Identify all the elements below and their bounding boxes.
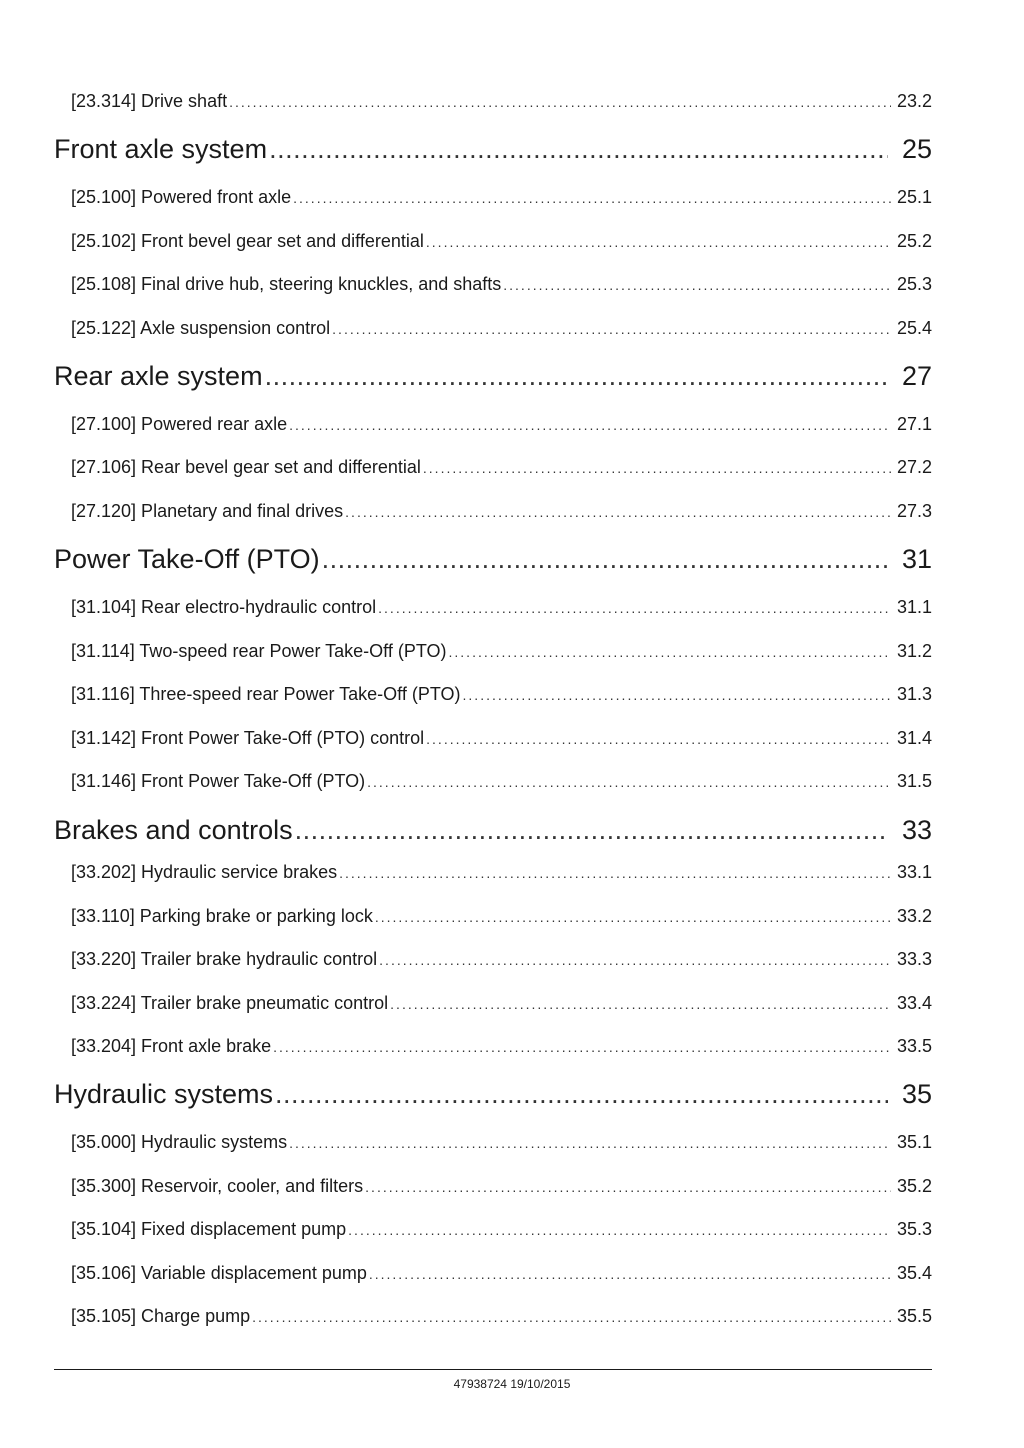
dot-leader [390,992,891,1015]
toc-entry-23-314[interactable] [71,89,932,113]
toc-section-page: 35 [901,1079,932,1109]
toc-entry-title: [25.100] Powered front axle [71,187,292,207]
toc-section-title: Front axle system [54,134,268,164]
toc-section-front-axle-system[interactable] [54,132,932,166]
toc-entry-title: [27.106] Rear bevel gear set and differential [71,457,421,477]
dot-leader [269,132,888,166]
dot-leader [345,500,891,523]
toc-section-title: Power Take-Off (PTO) [54,544,320,574]
toc-entry-31-146[interactable] [71,769,932,793]
toc-entry-25-102[interactable] [71,229,932,253]
dot-leader [365,1175,891,1198]
toc-entry-page: 25.4 [896,318,932,338]
toc-entry-27-120[interactable] [71,499,932,523]
toc-entry-title: [31.142] Front Power Take-Off (PTO) control [71,728,425,748]
footer-document-id-date: 47938724 19/10/2015 [453,1377,571,1391]
toc-entry-page: 35.2 [896,1176,932,1196]
dot-leader [378,596,891,619]
toc-entry-page: 27.3 [896,501,932,521]
toc-entry-35-106[interactable] [71,1261,932,1285]
toc-entry-title: [23.314] Drive shaft [71,91,228,111]
toc-entry-title: [31.116] Three-speed rear Power Take-Off (PTO) [71,684,461,704]
toc-entry-25-108[interactable] [71,272,932,296]
dot-leader [252,1305,891,1328]
toc-entry-title: [27.100] Powered rear axle [71,414,288,434]
toc-entry-page: 35.5 [896,1306,932,1326]
toc-entry-27-106[interactable] [71,455,932,479]
toc-entry-title: [35.105] Charge pump [71,1306,251,1326]
toc-entry-31-116[interactable] [71,682,932,706]
toc-section-hydraulic-systems[interactable] [54,1077,932,1111]
toc-entry-page: 31.2 [896,641,932,661]
toc-section-title: Hydraulic systems [54,1079,274,1109]
toc-entry-page: 31.1 [896,597,932,617]
dot-leader [332,317,891,340]
toc-entry-page: 31.5 [896,771,932,791]
toc-entry-title: [33.110] Parking brake or parking lock [71,906,373,926]
dot-leader [348,1218,891,1241]
toc-entry-page: 31.4 [896,728,932,748]
toc-entry-title: [31.104] Rear electro-hydraulic control [71,597,377,617]
toc-entry-35-104[interactable] [71,1217,932,1241]
toc-entry-title: [27.120] Planetary and final drives [71,501,344,521]
toc-entry-page: 33.4 [896,993,932,1013]
toc-entry-title: [33.224] Trailer brake pneumatic control [71,993,389,1013]
dot-leader [426,230,891,253]
dot-leader [295,813,888,847]
toc-entry-page: 33.2 [896,906,932,926]
toc-entry-page: 25.2 [896,231,932,251]
toc-entry-27-100[interactable] [71,412,932,436]
dot-leader [293,186,891,209]
toc-section-rear-axle-system[interactable] [54,359,932,393]
toc-section-title: Rear axle system [54,361,263,391]
toc-entry-title: [33.204] Front axle brake [71,1036,272,1056]
toc-entry-title: [31.146] Front Power Take-Off (PTO) [71,771,366,791]
toc-entry-33-110[interactable] [71,904,932,928]
dot-leader [503,273,891,296]
dot-leader [367,770,891,793]
toc-section-page: 25 [901,134,932,164]
toc-entry-31-142[interactable] [71,726,932,750]
toc-section-brakes-and-controls[interactable] [54,813,932,847]
dot-leader [449,640,891,663]
dot-leader [289,1131,891,1154]
toc-entry-page: 35.3 [896,1219,932,1239]
toc-entry-title: [25.122] Axle suspension control [71,318,331,338]
toc-entry-page: 35.1 [896,1132,932,1152]
toc-entry-35-300[interactable] [71,1174,932,1198]
dot-leader [229,90,891,113]
dot-leader [265,359,888,393]
toc-entry-title: [35.106] Variable displacement pump [71,1263,367,1283]
toc-entry-page: 27.1 [896,414,932,434]
toc-entry-page: 33.3 [896,949,932,969]
toc-entry-title: [35.000] Hydraulic systems [71,1132,288,1152]
toc-section-power-take-off[interactable] [54,542,932,576]
toc-entry-title: [33.220] Trailer brake hydraulic control [71,949,378,969]
toc-entry-page: 33.5 [896,1036,932,1056]
toc-entry-title: [25.102] Front bevel gear set and differential [71,231,424,251]
toc-section-page: 27 [901,361,932,391]
dot-leader [379,948,891,971]
dot-leader [322,542,888,576]
toc-entry-page: 25.3 [896,274,932,294]
toc-entry-page: 31.3 [896,684,932,704]
toc-entry-35-105[interactable] [71,1304,932,1328]
toc-entry-page: 23.2 [896,91,932,111]
footer-divider [54,1369,932,1370]
toc-entry-page: 33.1 [896,862,932,882]
toc-entry-35-000[interactable] [71,1130,932,1154]
toc-entry-33-202[interactable] [71,860,932,884]
toc-entry-page: 25.1 [896,187,932,207]
dot-leader [339,861,891,884]
dot-leader [426,727,891,750]
toc-entry-25-100[interactable] [71,185,932,209]
toc-section-title: Brakes and controls [54,815,293,845]
toc-section-page: 33 [901,815,932,845]
toc-entry-title: [35.104] Fixed displacement pump [71,1219,347,1239]
dot-leader [275,1077,888,1111]
toc-entry-31-114[interactable] [71,639,932,663]
toc-entry-31-104[interactable] [71,595,932,619]
toc-entry-33-220[interactable] [71,947,932,971]
toc-entry-title: [25.108] Final drive hub, steering knuckles, and shafts [71,274,502,294]
toc-entry-33-224[interactable] [71,991,932,1015]
toc-entry-page: 27.2 [896,457,932,477]
toc-entry-title: [33.202] Hydraulic service brakes [71,862,338,882]
dot-leader [289,413,891,436]
toc-entry-title: [31.114] Two-speed rear Power Take-Off (PTO) [71,641,447,661]
dot-leader [273,1035,891,1058]
dot-leader [463,683,891,706]
toc-entry-title: [35.300] Reservoir, cooler, and filters [71,1176,364,1196]
toc-entry-25-122[interactable] [71,316,932,340]
dot-leader [423,456,891,479]
toc-entry-33-204[interactable] [71,1034,932,1058]
toc-entry-page: 35.4 [896,1263,932,1283]
dot-leader [369,1262,891,1285]
toc-section-page: 31 [901,544,932,574]
dot-leader [375,905,891,928]
